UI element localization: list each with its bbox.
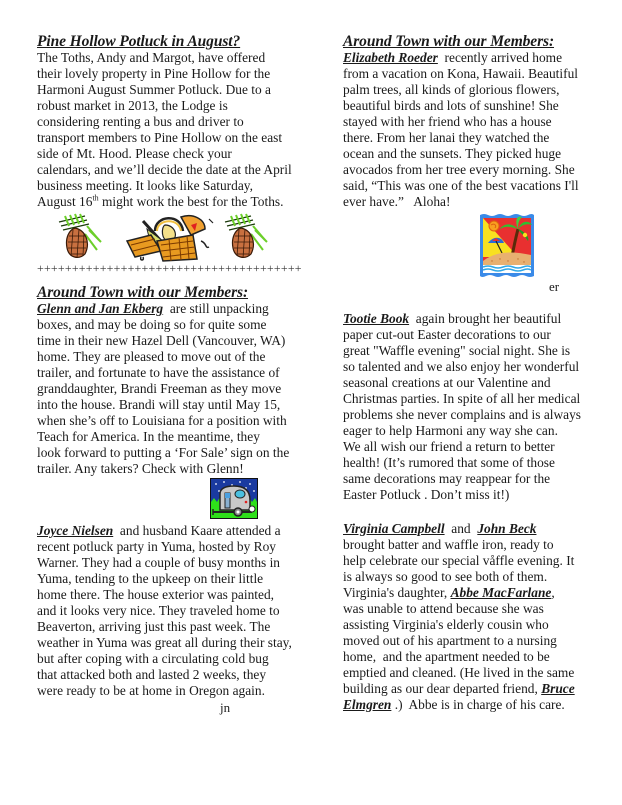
body-line: home there. The house exterior was painted, xyxy=(37,587,274,602)
author-initials: er xyxy=(549,279,560,294)
body-line: boxes, and may be doing so for quite some xyxy=(37,317,267,332)
campbell-article xyxy=(343,521,611,713)
body-line: avocados from her tree every morning. She xyxy=(343,162,575,177)
body-line: and it looks very nice. They traveled home to xyxy=(37,603,280,618)
body-text: , xyxy=(551,585,555,600)
body-text: .) Abbe is in charge of his care. xyxy=(391,697,565,712)
body-line: look forward to putting a ‘For Sale’ sign on the xyxy=(37,445,290,460)
body-line: eager to help Harmoni any way she can. xyxy=(343,423,558,438)
body-line: time in their new Hazel Dell (Vancouver, WA) xyxy=(37,333,286,348)
body-line: ocean and the sunsets. They picked huge xyxy=(343,146,562,161)
body-line: help celebrate our special våffle evening. It xyxy=(343,553,575,568)
body-line: when she’s off to Louisiana for a position with xyxy=(37,413,287,428)
pine-hollow-article xyxy=(37,33,305,210)
body-line: recent potluck party in Yuma, hosted by Roy xyxy=(37,539,276,554)
article-body xyxy=(37,50,305,210)
body-line: calendars, and we’ll decide the date at the April xyxy=(37,162,292,177)
body-line: is always so good to see both of them. xyxy=(343,569,548,584)
section-title: Around Town with our Members: xyxy=(37,284,249,301)
body-line: trailer. Any takers? Check with Glenn! xyxy=(37,461,244,476)
book-article xyxy=(343,311,611,503)
body-line xyxy=(343,697,611,713)
body-line: Beaverton, arriving just this past week. The xyxy=(37,619,271,634)
body-line: from a vacation on Kona, Hawaii. Beautiful xyxy=(343,66,579,81)
body-line: considering renting a bus and driver to xyxy=(37,114,244,129)
body-line xyxy=(343,585,611,601)
body-line: seasonal creations at our Valentine and xyxy=(343,375,551,390)
body-line xyxy=(343,50,611,66)
body-line xyxy=(343,311,611,327)
body-line: trailer, and fortunate to have the assistance of xyxy=(37,365,280,380)
member-name: Virginia Campbell xyxy=(343,521,445,536)
body-line: Yuma, tending to the upkeep on their little xyxy=(37,571,264,586)
body-line: Harmoni August Summer Potluck. Due to a xyxy=(37,82,271,97)
body-line: Easter Potluck . Don’t miss it!) xyxy=(343,487,510,502)
body-line: paper cut-out Easter decorations to our xyxy=(343,327,551,342)
body-line xyxy=(37,523,305,539)
pine-cone-icon xyxy=(55,212,103,262)
body-line: stayed with her friend who has a house xyxy=(343,114,552,129)
body-line: into the house. Brandi will stay until May 15, xyxy=(37,397,281,412)
member-name: Abbe MacFarlane xyxy=(450,585,552,600)
body-line: their lovely property in Pine Hollow for the xyxy=(37,66,271,81)
member-name: Joyce Nielsen xyxy=(37,523,114,538)
body-line: weather in Yuma was great all during their stay, xyxy=(37,635,292,650)
member-name: Tootie Book xyxy=(343,311,410,326)
body-line: side of Mt. Hood. Please check your xyxy=(37,146,232,161)
body-line: same decorations may reappear for the xyxy=(343,471,551,486)
body-line: robust market in 2013, the Lodge is xyxy=(37,98,228,113)
body-line: health! (It’s rumored that some of those xyxy=(343,455,555,470)
pine-cone-icon xyxy=(221,212,269,262)
body-line: but after coping with a circulating cold bug xyxy=(37,651,269,666)
body-line: brought batter and waffle iron, ready to xyxy=(343,537,554,552)
around-town-article xyxy=(37,284,305,477)
body-line xyxy=(343,681,611,697)
nielsen-article xyxy=(37,523,305,699)
body-line: so talented and we also enjoy her wonderful xyxy=(343,359,580,374)
member-name: Elmgren xyxy=(343,697,392,712)
member-name: Elizabeth Roeder xyxy=(343,50,438,65)
body-line: was unable to attend because she was xyxy=(343,601,544,616)
body-line: great "Waffle evening" social night. She is xyxy=(343,343,571,358)
nielsen-paragraph xyxy=(37,523,305,699)
body-line: that attacked both and lasted 2 weeks, they xyxy=(37,667,267,682)
member-name: John Beck xyxy=(477,521,537,536)
body-line xyxy=(343,521,611,537)
body-line: Teach for America. In the meantime, they xyxy=(37,429,260,444)
body-line: home, and the apartment needed to be xyxy=(343,649,550,664)
date-text-rest: might work the best for the Toths. xyxy=(98,194,284,209)
body-line: granddaughter, Brandi Freeman as they move xyxy=(37,381,282,396)
body-line: The Toths, Andy and Margot, have offered xyxy=(37,50,266,65)
body-line: transport members to Pine Hollow on the east xyxy=(37,130,283,145)
body-line: were ready to be at home in Oregon again. xyxy=(37,683,265,698)
member-name: Bruce xyxy=(541,681,575,696)
body-line xyxy=(37,194,305,210)
body-text: and husband Kaare attended a xyxy=(113,523,281,538)
body-line: beautiful birds and lots of sunshine! She xyxy=(343,98,559,113)
body-line: problems she never complains and is always xyxy=(343,407,581,422)
body-line: there. From her lanai they watched the xyxy=(343,130,550,145)
body-text: recently arrived home xyxy=(437,50,563,65)
separator-line: ++++++++++++++++++++++++++++++++++++++ xyxy=(37,261,302,275)
body-line: We all wish our friend a return to better xyxy=(343,439,555,454)
roeder-paragraph xyxy=(343,50,611,210)
body-line: Christmas parties. In spite of all her medical xyxy=(343,391,581,406)
member-name: Glenn and Jan Ekberg xyxy=(37,301,164,316)
date-text: August 16 xyxy=(37,194,93,209)
body-text: building as our dear departed friend, xyxy=(343,681,542,696)
author-initials: jn xyxy=(220,700,231,715)
body-text: are still unpacking xyxy=(163,301,269,316)
body-text: again brought her beautiful xyxy=(409,311,562,326)
body-text: and xyxy=(444,521,478,536)
article-title: Pine Hollow Potluck in August? xyxy=(37,33,241,50)
body-line: palm trees, all kinds of glorious flowers, xyxy=(343,82,560,97)
body-line: home. They are pleased to move out of the xyxy=(37,349,266,364)
body-line: moved out of his apartment to a nursing xyxy=(343,633,557,648)
section-title: Around Town with our Members: xyxy=(343,33,555,50)
body-text: Virginia's daughter, xyxy=(343,585,451,600)
ekberg-paragraph xyxy=(37,301,305,477)
tropical-beach-icon xyxy=(478,213,536,278)
campbell-paragraph xyxy=(343,521,611,713)
around-town-article xyxy=(343,33,611,210)
body-line: Warner. They had a couple of busy months in xyxy=(37,555,280,570)
body-line: ever have.” Aloha! xyxy=(343,194,451,209)
body-line xyxy=(37,301,305,317)
picnic-basket-icon xyxy=(121,211,215,266)
camper-trailer-icon xyxy=(210,478,258,519)
body-line: said, “This was one of the best vacations I'll xyxy=(343,178,579,193)
body-line: assisting Virginia's elderly cousin who xyxy=(343,617,549,632)
book-paragraph xyxy=(343,311,611,503)
body-line: emptied and cleaned. (He lived in the same xyxy=(343,665,575,680)
ordinal-suffix: th xyxy=(92,193,99,203)
body-line: business meeting. It looks like Saturday, xyxy=(37,178,253,193)
